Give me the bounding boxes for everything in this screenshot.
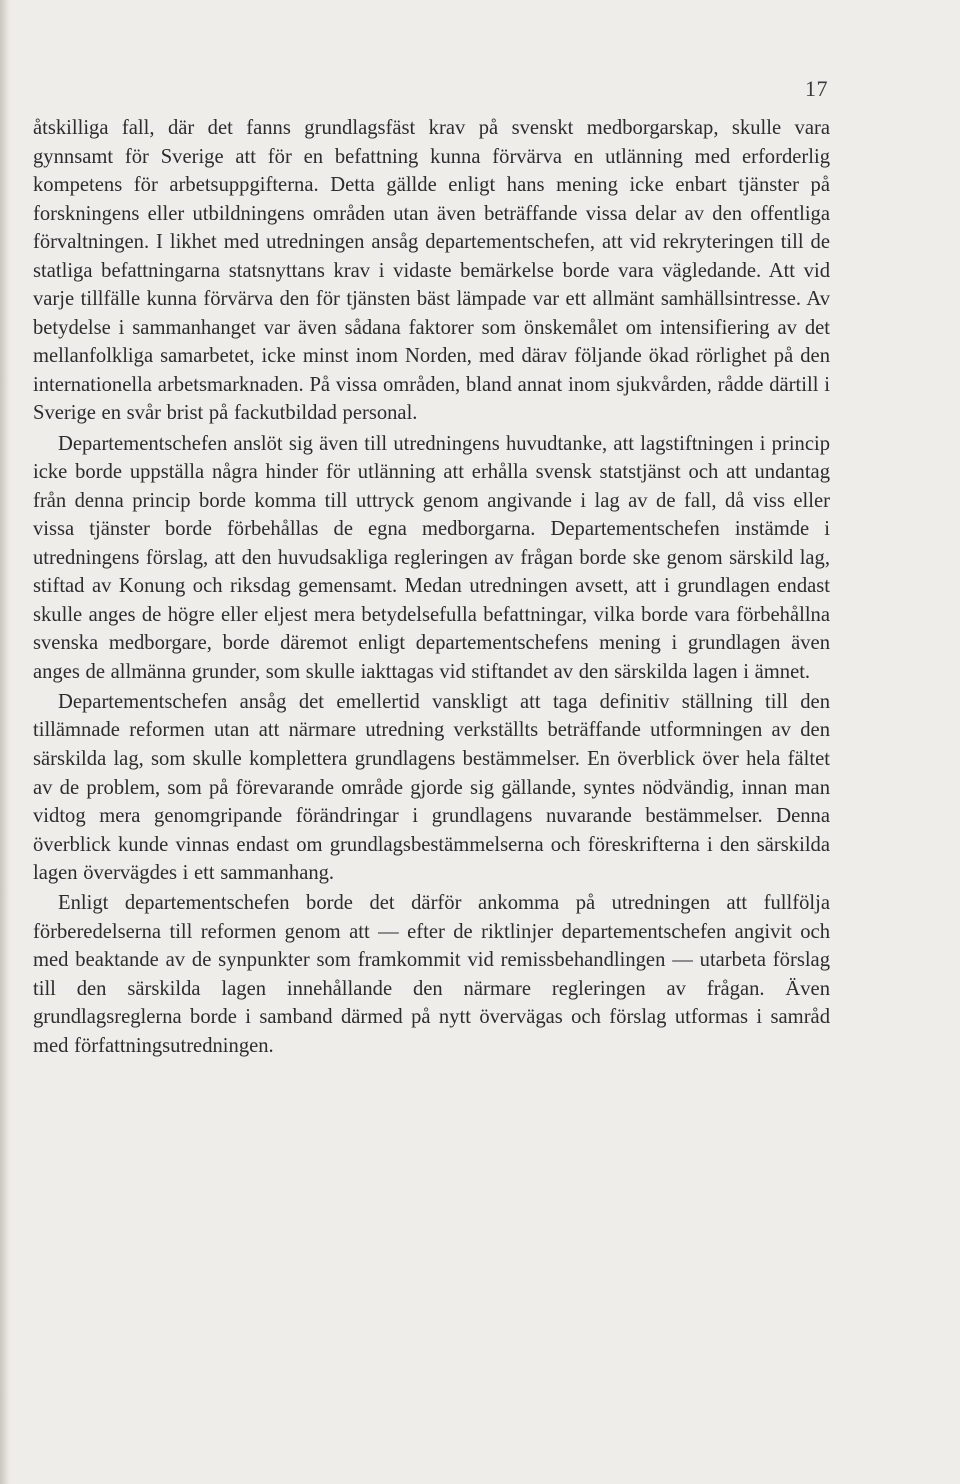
paragraph-1: åtskilliga fall, där det fanns grundlagsfäst krav på svenskt medborgarskap, skulle vara gynnsamt för Sverige att för en befattning kunna förvärva en utlänning med erforderlig kompetens för arbetsuppgifterna. Detta gällde enligt hans mening icke enbart tjänster på forskningens eller utbildningens områden utan även beträffande vissa delar av den offentliga förvaltningen. I likhet med utredningen ansåg departementschefen, att vid rekryteringen till de statliga befattningarna statsnyttans krav i vidaste bemärkelse borde vara vägledande. Att vid varje tillfälle kunna förvärva den för tjänsten bäst lämpade var ett allmänt samhällsintresse. Av betydelse i sammanhanget var även sådana faktorer som önskemålet om intensifiering av det mellanfolkliga samarbetet, icke minst inom Norden, med därav följande ökad rörlighet på den internationella arbetsmarknaden. På vissa områden, bland annat inom sjukvården, rådde därtill i Sverige en svår brist på fackutbildad personal.: [33, 117, 830, 425]
paragraph-4: Enligt departementschefen borde det därför ankomma på utredningen att fullfölja förberedelserna till reformen genom att — efter de riktlinjer departementschefen angivit och med beaktande av de synpunkter som framkommit vid remissbehandlingen — utarbeta förslag till den särskilda lagen innehållande den närmare regleringen av frågan. Även grundlagsreglerna borde i samband därmed på nytt övervägas och förslag utformas i samråd med författningsutredningen.: [33, 892, 830, 1057]
page-edge-shadow: [0, 0, 10, 1484]
paragraph-3: Departementschefen ansåg det emellertid vanskligt att taga definitiv ställning till den tillämnade reformen utan att närmare utredning verkställts beträffande utformningen av den särskilda lag, som skulle komplettera grundlagens bestämmelser. En överblick över hela fältet av de problem, som på förevarande område gjorde sig gällande, syntes nödvändig, innan man vidtog mera genomgripande förändringar i grundlagens nuvarande bestämmelser. Denna överblick kunde vinnas endast om grundlagsbestämmelserna och föreskrifterna i den särskilda lagen övervägdes i ett sammanhang.: [33, 690, 830, 885]
paragraph-2: Departementschefen anslöt sig även till utredningens huvudtanke, att lagstiftningen i princip icke borde uppställa några hinder för utlänning att erhålla svensk statstjänst och att undantag från denna princip borde komma till uttryck genom angivande i lag av de fall, då viss eller vissa tjänster borde förbehållas de egna medborgarna. Departementschefen instämde i utredningens förslag, att den huvudsakliga regleringen av frågan borde ske genom särskild lag, stiftad av Konung och riksdag gemensamt. Medan utredningen avsett, att i grundlagen endast skulle anges de högre eller eljest mera betydelsefulla befattningar, vilka borde vara förbehållna svenska medborgare, borde däremot enligt departementschefens mening i grundlagen även anges de allmänna grunder, som skulle iakttagas vid stiftandet av den särskilda lagen i ämnet.: [33, 432, 830, 683]
page-number: 17: [805, 76, 828, 101]
body-text: [33, 114, 830, 1061]
